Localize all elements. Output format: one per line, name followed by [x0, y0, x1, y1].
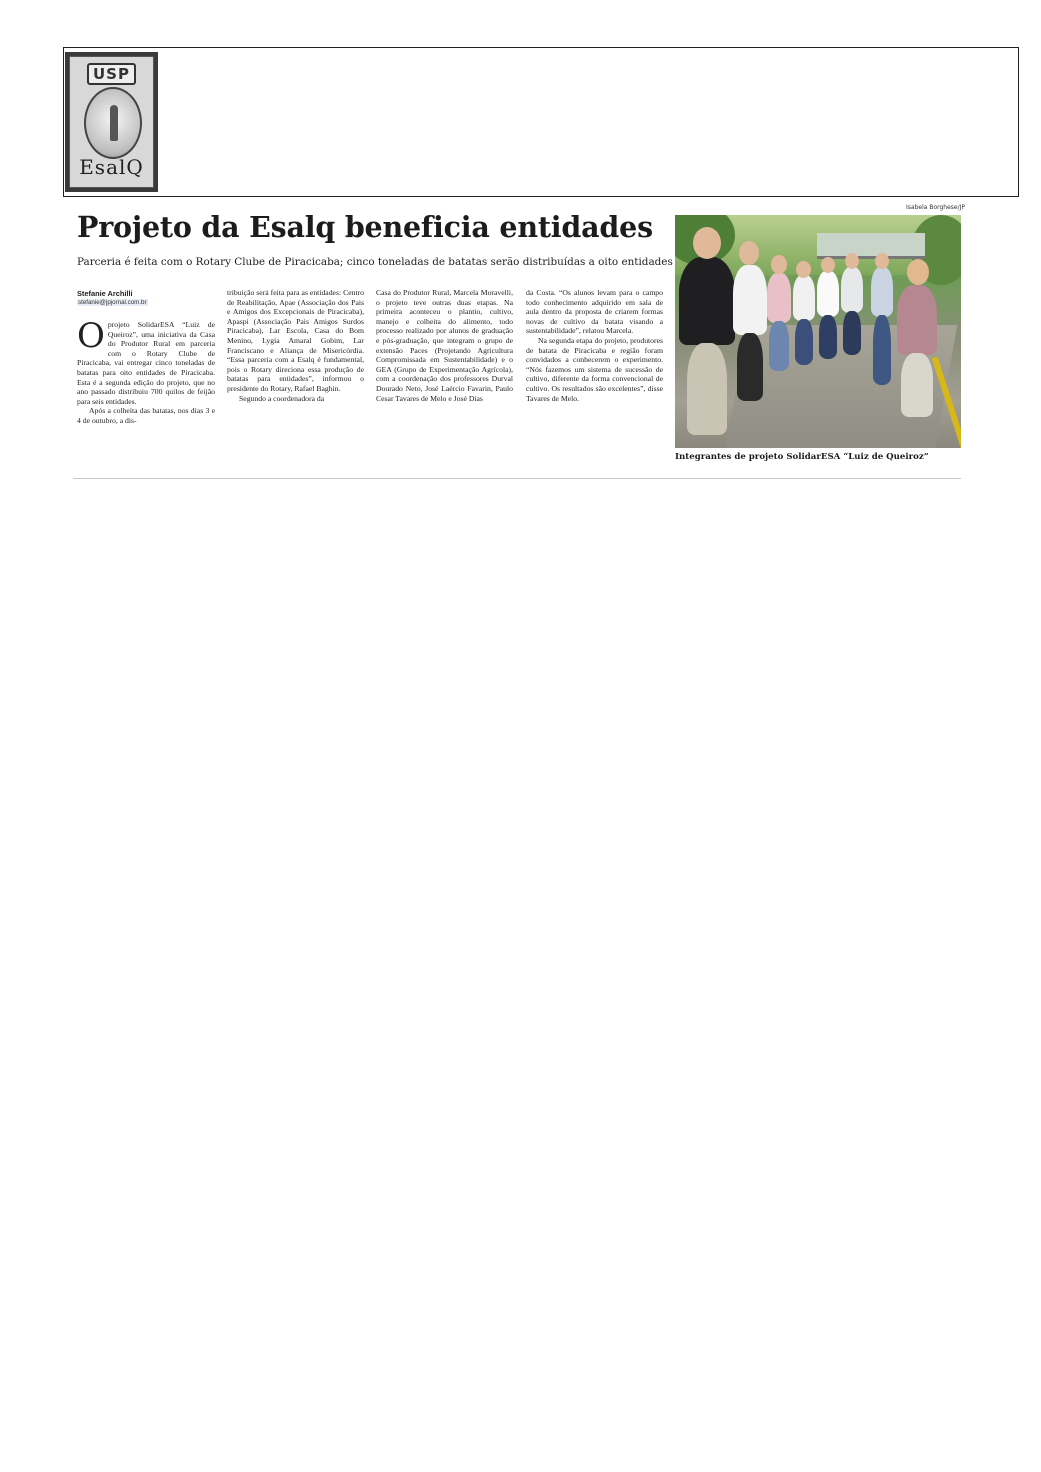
logo-inner [69, 56, 154, 188]
photo-person-legs [769, 321, 789, 371]
column-2-paragraph-2: Segundo a coordenadora da [239, 393, 325, 403]
usp-esalq-logo [65, 52, 158, 192]
photo-person-head [821, 257, 835, 273]
photo-person [841, 267, 863, 313]
photo-person-head [796, 261, 811, 278]
column-4-paragraph-2: Na segunda etapa do projeto, produtores de batata de Piracicaba e região foram convidados a conhecerem o experimento. “Nós fazemos um sistema de sucessão de cultivo, diferente da forma convencional de cultivo. Os resultados são excelentes”, disse Tavares de Melo. [526, 335, 663, 403]
article-headline: Projeto da Esalq beneficia entidades [77, 210, 653, 244]
logo-usp-text [70, 65, 153, 83]
logo-esalq-text: EsalQ [79, 155, 144, 179]
photo-person-legs [873, 315, 891, 385]
photo-person-legs [795, 319, 813, 365]
article-column-4 [526, 288, 663, 403]
drop-cap: O [77, 316, 105, 356]
photo-person-legs [687, 343, 727, 435]
author-name: Stefanie Archilli [77, 289, 133, 298]
column-2-paragraph-1: tribuição será feita para as entidades: Centro de Reabilitação, Apae (Associação dos Pais e Amigos dos Excepcionais de Piracicaba), Apaspi (Associação Pais Amigos Surdos Piracicaba), Lar Escola, Casa do Bom Menino, Lygia Amaral Gobim, Lar Franciscano e Aliança de Misericórdia. “Essa parceria com a Esalq é fundamental, pois o Rotary direciona essa produção de batatas para entidades”, informou o presidente do Rotary, Rafael Baghin. [227, 288, 364, 393]
author-email[interactable]: stefanie@jpjornal.com.br [78, 299, 147, 306]
photo-person-head [739, 241, 759, 265]
photo-person-legs [901, 353, 933, 417]
article-bottom-rule [73, 478, 961, 479]
photo-person [897, 285, 937, 355]
article-subheadline: Parceria é feita com o Rotary Clube de Piracicaba; cinco toneladas de batatas serão distribuídas a oito entidades [77, 256, 673, 268]
photo-person-legs [843, 311, 861, 355]
column-1-paragraph-2: Após a colheita das batatas, nos dias 3 e 4 de outubro, a dis- [77, 406, 215, 425]
column-1-paragraph-1: projeto SolidarESA “Luiz de Queiroz”, uma iniciativa da Casa do Produtor Rural em parceria com o Rotary Clube de Piracicaba, vai entregar cinco toneladas de batatas para oito entidades de Piracicaba. Esta é a segunda edição do projeto, que no ano passado distribuiu 700 quilos de feijão para seis entidades. [77, 320, 215, 406]
photo-person [733, 265, 767, 335]
photo-person-legs [737, 333, 763, 401]
photo-person [793, 275, 815, 321]
photo-person-head [771, 255, 787, 274]
article-column-2 [227, 288, 364, 403]
photo-caption: Integrantes de projeto SolidarESA “Luiz de Queiroz” [675, 452, 929, 462]
photo-credit: Isabela Borghese/JP [906, 204, 966, 211]
article-column-1 [77, 316, 215, 426]
photo-person [767, 273, 791, 323]
logo-usp-label: USP [87, 63, 136, 85]
column-4-paragraph-1: da Costa. “Os alunos levam para o campo todo conhecimento adquirido em sala de aula dentro da proposta de criarem formas novas de cultivo da batata visando a sustentabilidade”, relatou Marcela. [526, 288, 663, 336]
photo-person [679, 257, 735, 345]
column-3-paragraph-1: Casa do Produtor Rural, Marcela Moravelli, o projeto teve outras duas etapas. Na primeira aconteceu o plantio, cultivo, manejo e colheita do alimento, todo processo realizado por alunos de graduação e pós-graduação, que integram o grupo de extensão Paces (Projetando Agricultura Compromissada em Sustentabilidade) e o GEA (Grupo de Experimentação Agrícola), com a coordenação dos professores Durval Dourado Neto, José Laércio Favarin, Paulo Cesar Tavares de Melo e José Dias [376, 288, 513, 403]
photo-building [817, 233, 925, 259]
photo-person-head [693, 227, 721, 259]
photo-person-head [907, 259, 929, 285]
article-column-3 [376, 288, 513, 403]
photo-person [817, 271, 839, 317]
photo-person-legs [819, 315, 837, 359]
photo-person-head [875, 253, 889, 269]
photo-person [871, 267, 893, 317]
header-frame [63, 47, 1019, 197]
photo-person-head [845, 253, 859, 269]
article-photo [675, 215, 961, 448]
seal-icon [84, 87, 142, 159]
